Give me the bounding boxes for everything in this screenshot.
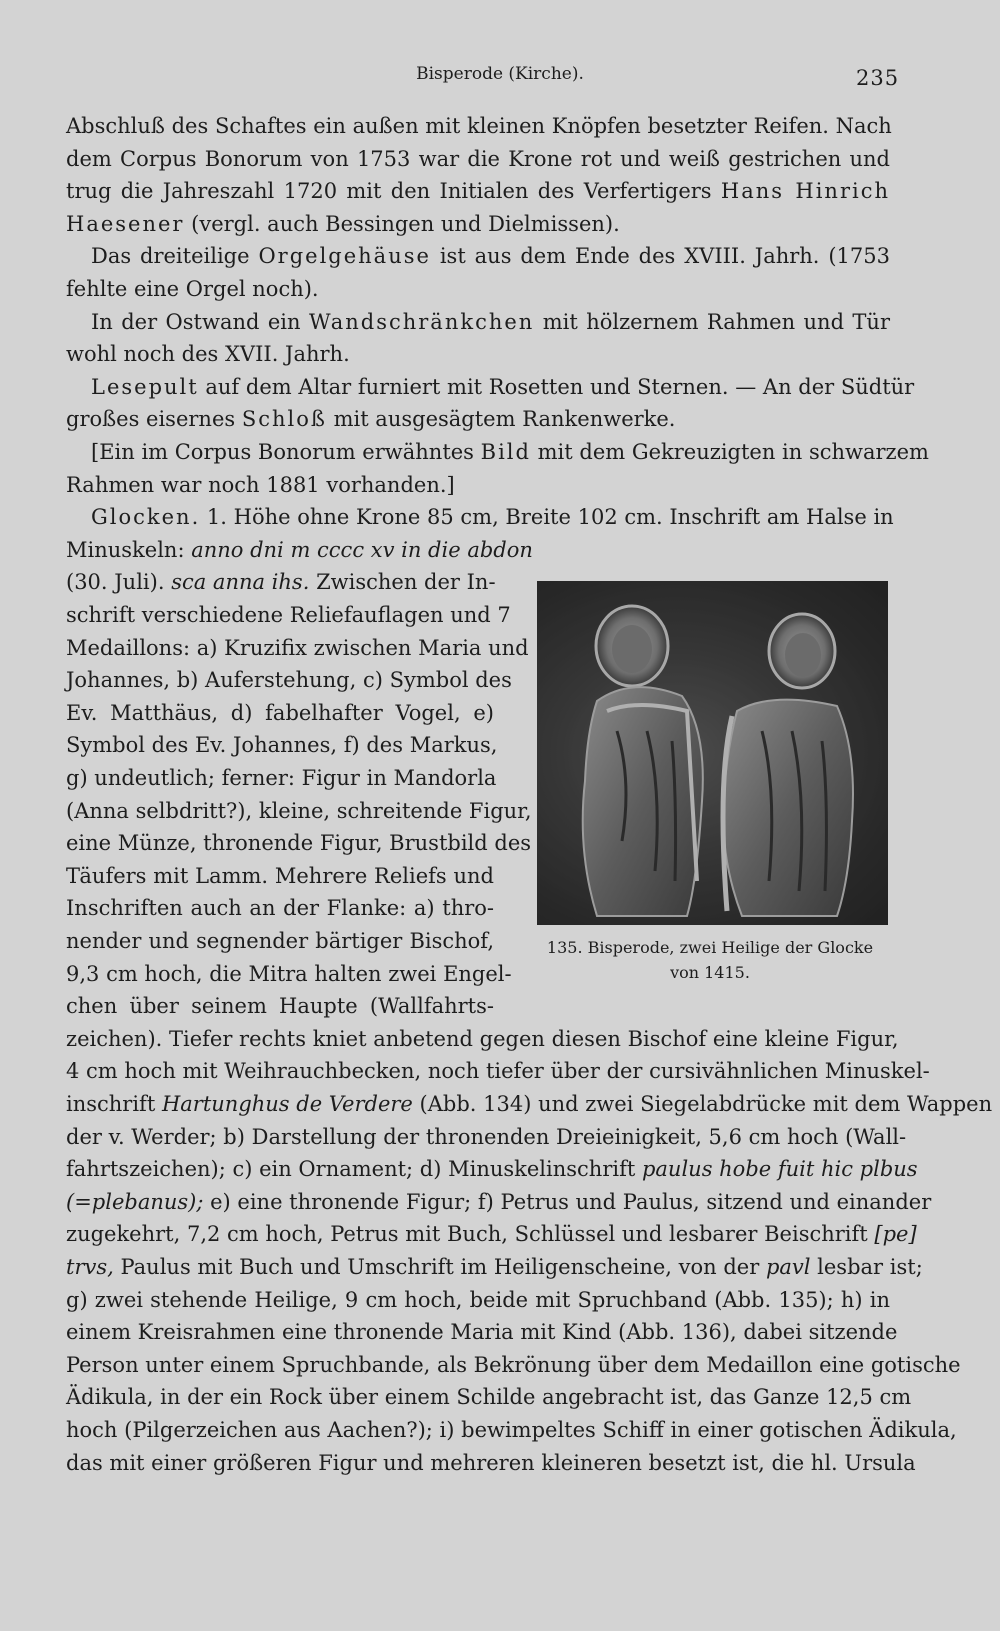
text-segment: [Ein im Corpus Bonorum erwähntes [91, 440, 481, 464]
text-segment: großes eisernes [66, 407, 242, 431]
text-segment: der v. Werder; b) Darstellung der thronenden Dreieinigkeit, 5,6 cm hoch (Wall- [66, 1125, 907, 1149]
text-line [66, 992, 494, 1020]
text-segment: Glocken. [91, 505, 201, 529]
text-line [66, 210, 890, 238]
figure-relief-image [537, 581, 888, 925]
text-segment: paulus hobe fuit hic plbus [641, 1157, 918, 1181]
text-line [66, 927, 494, 955]
figure-caption-line1: 135. Bisperode, zwei Heilige der Glocke [546, 938, 874, 957]
text-line [66, 894, 494, 922]
text-line [66, 275, 890, 303]
text-line [66, 145, 890, 173]
text-segment: e) eine thronende Figur; f) Petrus und Paulus, sitzend und einander [203, 1190, 932, 1214]
page-header [0, 62, 1000, 92]
text-segment: fehlte eine Orgel noch). [66, 277, 319, 301]
text-segment: (=plebanus); [66, 1190, 204, 1214]
text-segment: auf dem Altar furniert mit Rosetten und Sternen. — An der Südtür [198, 375, 915, 399]
text-segment: sca anna ihs. [171, 570, 310, 594]
relief-illustration [537, 581, 888, 925]
text-segment: (vergl. auch Bessingen und Dielmissen). [184, 212, 620, 236]
text-segment: Orgelgehäuse [258, 244, 431, 268]
text-segment: (30. Juli). [66, 570, 172, 594]
text-segment: Bild [480, 440, 531, 464]
text-segment: Rahmen war noch 1881 vorhanden.] [66, 473, 455, 497]
text-line [66, 1057, 930, 1085]
text-segment: Symbol des Ev. Johannes, f) des Markus, [66, 733, 498, 757]
text-segment: Abschluß des Schaftes ein außen mit kleinen Knöpfen besetzter Reifen. Nach [66, 114, 892, 138]
figure-caption-line2: von 1415. [670, 963, 750, 982]
text-segment: Das dreiteilige [91, 244, 259, 268]
text-line [66, 471, 890, 499]
text-segment: zeichen). Tiefer rechts kniet anbetend gegen diesen Bischof eine kleine Figur, [66, 1027, 899, 1051]
text-segment: lesbar ist; [810, 1255, 923, 1279]
text-segment: 9,3 cm hoch, die Mitra halten zwei Engel- [66, 962, 512, 986]
text-segment: Hartunghus de Verdere [161, 1092, 413, 1116]
text-segment: schrift verschiedene Reliefauflagen und 7 [66, 603, 511, 627]
text-line [66, 1383, 912, 1411]
text-segment: zugekehrt, 7,2 cm hoch, Petrus mit Buch, Schlüssel und lesbarer Beischrift [66, 1222, 875, 1246]
text-line [66, 112, 890, 140]
text-line [91, 438, 929, 466]
text-segment: 4 cm hoch mit Weihrauchbecken, noch tiefer über der cursivähnlichen Minuskel- [66, 1059, 930, 1083]
text-segment: Lesepult [91, 375, 199, 399]
text-segment: eine Münze, thronende Figur, Brustbild des [66, 831, 532, 855]
text-segment: Täufers mit Lamm. Mehrere Reliefs und [66, 864, 494, 888]
text-segment: Person unter einem Spruchbande, als Bekrönung über dem Medaillon eine gotische [66, 1353, 961, 1377]
text-segment: das mit einer größeren Figur und mehreren kleineren besetzt ist, die hl. Ursula [66, 1451, 916, 1475]
text-line [66, 340, 890, 368]
text-segment: Minuskeln: [66, 538, 192, 562]
text-line [66, 1155, 918, 1183]
text-line [66, 1449, 916, 1477]
text-line [66, 536, 890, 564]
text-segment: Ev. Matthäus, d) fabelhafter Vogel, e) [66, 701, 494, 725]
text-line [66, 1351, 961, 1379]
text-segment: Zwischen der In- [309, 570, 496, 594]
text-segment: mit ausgesägtem Rankenwerke. [326, 407, 676, 431]
text-segment: Paulus mit Buch und Umschrift im Heiligenscheine, von der [113, 1255, 766, 1279]
text-segment: mit dem Gekreuzigten in schwarzem [530, 440, 929, 464]
text-line [66, 731, 498, 759]
text-segment: anno dni m cccc xv in die abdon [191, 538, 533, 562]
text-segment: Medaillons: a) Kruzifix zwischen Maria und [66, 636, 529, 660]
text-segment: g) undeutlich; ferner: Figur in Mandorla [66, 766, 497, 790]
text-segment: Johannes, b) Auferstehung, c) Symbol des [66, 668, 512, 692]
text-segment: nender und segnender bärtiger Bischof, [66, 929, 494, 953]
text-line [66, 666, 512, 694]
page-number: 235 [856, 66, 900, 90]
text-segment: chen über seinem Haupte (Wallfahrts- [66, 994, 494, 1018]
text-line [66, 960, 512, 988]
text-segment: Ädikula, in der ein Rock über einem Schilde angebracht ist, das Ganze 12,5 cm [66, 1385, 912, 1409]
text-line [91, 503, 894, 531]
text-line [91, 308, 890, 336]
text-segment: hoch (Pilgerzeichen aus Aachen?); i) bewimpeltes Schiff in einer gotischen Ädikula, [66, 1418, 957, 1442]
text-segment: g) zwei stehende Heilige, 9 cm hoch, beide mit Spruchband (Abb. 135); h) in [66, 1288, 890, 1312]
text-line [66, 1220, 917, 1248]
running-head: Bisperode (Kirche). [416, 64, 584, 84]
text-segment: Inschriften auch an der Flanke: a) thro- [66, 896, 494, 920]
text-line [66, 699, 494, 727]
text-line [66, 568, 494, 596]
text-line [66, 405, 890, 433]
text-segment: trvs, [66, 1255, 114, 1279]
text-segment: In der Ostwand ein [91, 310, 309, 334]
text-line [66, 1090, 993, 1118]
text-segment: trug die Jahreszahl 1720 mit den Initialen des Verfertigers [66, 179, 721, 203]
text-segment: pavl [765, 1255, 811, 1279]
text-line [66, 829, 532, 857]
text-segment: [pe] [874, 1222, 917, 1246]
text-line [66, 862, 494, 890]
text-segment: mit hölzernem Rahmen und Tür [534, 310, 890, 334]
text-segment: Haesener [66, 212, 185, 236]
text-line [66, 177, 890, 205]
text-line [66, 601, 511, 629]
text-segment: Schloß [241, 407, 327, 431]
text-line [66, 1286, 890, 1314]
text-line [66, 1318, 898, 1346]
text-segment: 1. Höhe ohne Krone 85 cm, Breite 102 cm. Inschrift am Halse in [200, 505, 894, 529]
text-segment: ist aus dem Ende des XVIII. Jahrh. (1753 [430, 244, 891, 268]
text-line [91, 373, 915, 401]
text-segment: Wandschränkchen [308, 310, 535, 334]
text-line [66, 764, 497, 792]
text-line [66, 797, 532, 825]
text-line [66, 1416, 957, 1444]
text-segment: (Anna selbdritt?), kleine, schreitende Figur, [66, 799, 532, 823]
text-segment: Hans Hinrich [720, 179, 890, 203]
text-line [66, 1025, 899, 1053]
text-line [66, 1253, 923, 1281]
text-segment: fahrtszeichen); c) ein Ornament; d) Minuskelinschrift [66, 1157, 642, 1181]
text-line [66, 634, 529, 662]
text-segment: dem Corpus Bonorum von 1753 war die Krone rot und weiß gestrichen und [66, 147, 890, 171]
text-segment: (Abb. 134) und zwei Siegelabdrücke mit dem Wappen [412, 1092, 993, 1116]
text-line [66, 1123, 907, 1151]
text-line [66, 1188, 932, 1216]
text-segment: einem Kreisrahmen eine thronende Maria mit Kind (Abb. 136), dabei sitzende [66, 1320, 898, 1344]
text-segment: wohl noch des XVII. Jahrh. [66, 342, 350, 366]
text-line [91, 242, 890, 270]
text-segment: inschrift [66, 1092, 162, 1116]
